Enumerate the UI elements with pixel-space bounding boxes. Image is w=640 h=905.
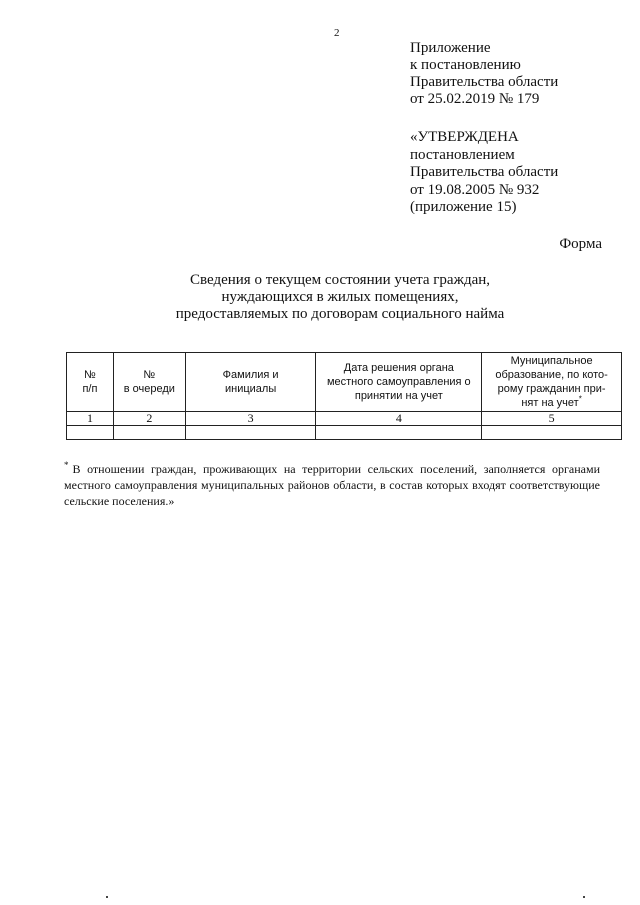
column-number: 3 bbox=[185, 412, 316, 426]
table-cell bbox=[185, 426, 316, 440]
scan-artifact bbox=[583, 896, 585, 898]
header-text bbox=[484, 396, 619, 410]
approved-line: «УТВЕРЖДЕНА bbox=[410, 129, 519, 145]
footnote-mark: * bbox=[64, 460, 69, 470]
approved-line: постановлением bbox=[410, 146, 515, 163]
page-number: 2 bbox=[334, 27, 340, 39]
header-municipality bbox=[482, 353, 622, 412]
header-text: местного самоуправления о bbox=[326, 376, 471, 388]
footnote bbox=[64, 461, 600, 509]
appendix-line: Приложение bbox=[410, 40, 491, 56]
header-text: Фамилия и bbox=[222, 369, 279, 381]
header-text-part: нят на учет bbox=[521, 397, 579, 409]
column-number: 2 bbox=[113, 412, 185, 426]
title-line: Сведения о текущем состоянии учета граждан, bbox=[189, 272, 491, 288]
column-number: 5 bbox=[482, 412, 622, 426]
approved-block bbox=[410, 129, 558, 217]
header-queue-number bbox=[113, 353, 185, 412]
document-title bbox=[120, 272, 560, 323]
appendix-block bbox=[410, 40, 558, 108]
appendix-line: к постановлению bbox=[410, 57, 521, 73]
header-decision-date bbox=[316, 353, 482, 412]
title-line: предоставляемых по договорам социального найма bbox=[175, 306, 505, 322]
registry-table bbox=[66, 352, 622, 440]
table-cell bbox=[67, 426, 114, 440]
appendix-line: от 25.02.2019 № 179 bbox=[410, 91, 540, 107]
header-name bbox=[185, 353, 316, 412]
header-text: Муниципальное bbox=[510, 355, 593, 367]
column-number: 1 bbox=[67, 412, 114, 426]
scan-artifact bbox=[106, 896, 108, 898]
appendix-line: Правительства области bbox=[410, 74, 559, 90]
table-cell bbox=[113, 426, 185, 440]
table-row bbox=[67, 426, 622, 440]
form-label: Форма bbox=[559, 236, 602, 252]
header-text: образование, по кото- bbox=[495, 369, 608, 381]
header-text: № bbox=[84, 369, 96, 381]
column-number: 4 bbox=[316, 412, 482, 426]
header-text: п/п bbox=[82, 383, 98, 395]
column-number-row bbox=[67, 412, 622, 426]
header-text: принятии на учет bbox=[354, 390, 443, 402]
header-text: Дата решения органа bbox=[343, 362, 454, 374]
title-line: нуждающихся в жилых помещениях, bbox=[221, 289, 459, 305]
header-text: № bbox=[143, 369, 156, 381]
footnote-text: В отношении граждан, проживающих на территории сельских поселений, заполняется органами местного самоуправления муниципальных районов области, в состав которых входят соответствующие сельские поселения.» bbox=[64, 462, 600, 508]
table-cell bbox=[482, 426, 622, 440]
header-text: рому гражданин при- bbox=[497, 383, 606, 395]
approved-line: (приложение 15) bbox=[410, 199, 517, 215]
approved-line: от 19.08.2005 № 932 bbox=[410, 181, 540, 198]
header-text: инициалы bbox=[224, 383, 277, 395]
header-text: в очереди bbox=[123, 383, 175, 395]
table-header-row bbox=[67, 353, 622, 412]
header-number bbox=[67, 353, 114, 412]
footnote-mark: * bbox=[578, 394, 582, 404]
approved-line: Правительства области bbox=[410, 164, 559, 180]
table-cell bbox=[316, 426, 482, 440]
